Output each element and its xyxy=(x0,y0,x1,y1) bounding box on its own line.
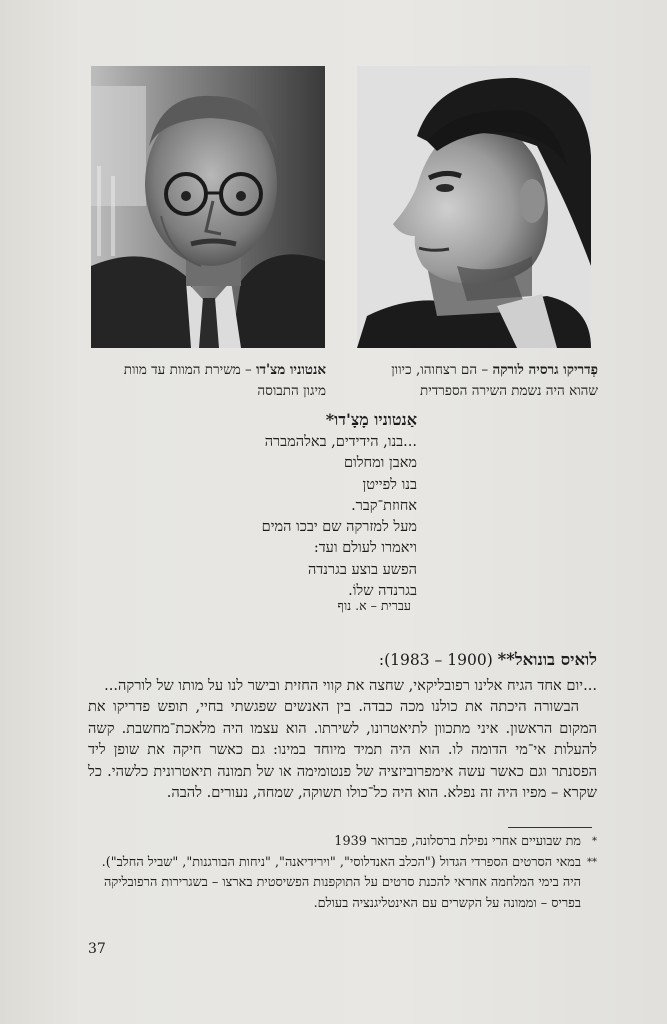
body-text xyxy=(88,675,597,803)
footnote-1 xyxy=(88,832,597,853)
footnotes xyxy=(88,832,597,914)
caption-machado-name: אנטוניו מצ'דו xyxy=(256,362,326,378)
poem xyxy=(117,408,417,602)
body-paragraph-2: הבשורה היכתה את כולנו מכה כבדה. בין האנשים שפגשתי בחיי, תופש פדריקו את המקום הראשון. איני מתכוון לתיאטרונו, לשירתו. הוא עצמו היה מלאכת־מחשבת. קשה להעלות אי־מי הדומה לו. הוא היה תמיד מיוחד במינו: גם כאשר חיקה את שופן ליד הפסנתר וגם כאשר עשה אימפרוביזציה של פנטומימה או של תמונה תיאטרונית כלשהי. כל שקרא – מפיו היה זה נפלא. הוא היה כל־כולו תשוקה, שמחה, נעורים. להבה. xyxy=(88,698,597,802)
caption-machado xyxy=(86,360,326,402)
caption-machado-text-2: מיגון התבוסה xyxy=(257,383,326,399)
caption-lorca-text-1: – הם רצחוהו, כיוון xyxy=(391,362,493,378)
poem-title: אַנטוניו מָצָ'דו* xyxy=(325,410,417,429)
poem-line: ...בנו, הידידים, באלהמברה xyxy=(264,434,417,450)
poem-line: בנו לפייטן xyxy=(362,476,417,493)
poem-line: בגרנדה שלוֹ. xyxy=(348,583,417,600)
caption-machado-text-1: – משירת המוות עד מוות xyxy=(123,362,257,378)
caption-lorca-name: פְדריקו גרסיה לורקה xyxy=(492,362,598,378)
page-number: 37 xyxy=(88,941,106,957)
poem-translator-credit: עברית – א. נוף xyxy=(337,598,411,613)
footnote-2 xyxy=(88,853,597,915)
footnote-1-mark: * xyxy=(592,836,597,847)
section-heading xyxy=(379,650,597,670)
footnote-divider xyxy=(508,827,592,828)
footnote-2-text: במאי הסרטים הספרדי הגדול ("הכלב האנדלוסי", "וירידיאנה", "ניחות הבורגנות", "שביל החלב"). היה בימי המלחמה אחראי להכנת סרטים על התוקפנות הפשיסטית בארצו – בשגרירות הרפובליקה בפריס – וממונה על הקשרים עם האינטליגנציה בעולם. xyxy=(101,854,581,911)
section-heading-years: (1900 – 1983): xyxy=(378,651,498,669)
poem-line: מעל למזרקה שם יבכו המים xyxy=(261,519,417,536)
poem-line: אחוזת־קבר. xyxy=(351,497,417,514)
poem-line: הפשע בוצע בגרנדה xyxy=(307,561,417,578)
footnote-2-mark: ** xyxy=(587,856,597,868)
poem-line: ויאמרו לעולם ועד: xyxy=(313,540,417,557)
portrait-photo-machado xyxy=(91,66,325,348)
machado-portrait-illustration xyxy=(91,66,325,348)
caption-lorca-text-2: שהוא היה נשמת השירה הספרדית xyxy=(420,383,598,399)
poem-line: מאבן ומחלום xyxy=(343,455,417,472)
lorca-portrait-illustration xyxy=(357,66,591,348)
portrait-photo-lorca xyxy=(357,66,591,348)
caption-lorca xyxy=(352,360,598,402)
section-heading-name: לואיס בונואל** xyxy=(497,650,597,669)
footnote-1-text: מת שבועיים אחרי נפילת ברסלונה, פברואר 1939 xyxy=(334,834,581,849)
body-paragraph-1: ...יום אחד הגיח אלינו רפובליקאי, שחצה את קווי החזית ובישר לנו על מותו של לורקה... xyxy=(104,677,597,694)
